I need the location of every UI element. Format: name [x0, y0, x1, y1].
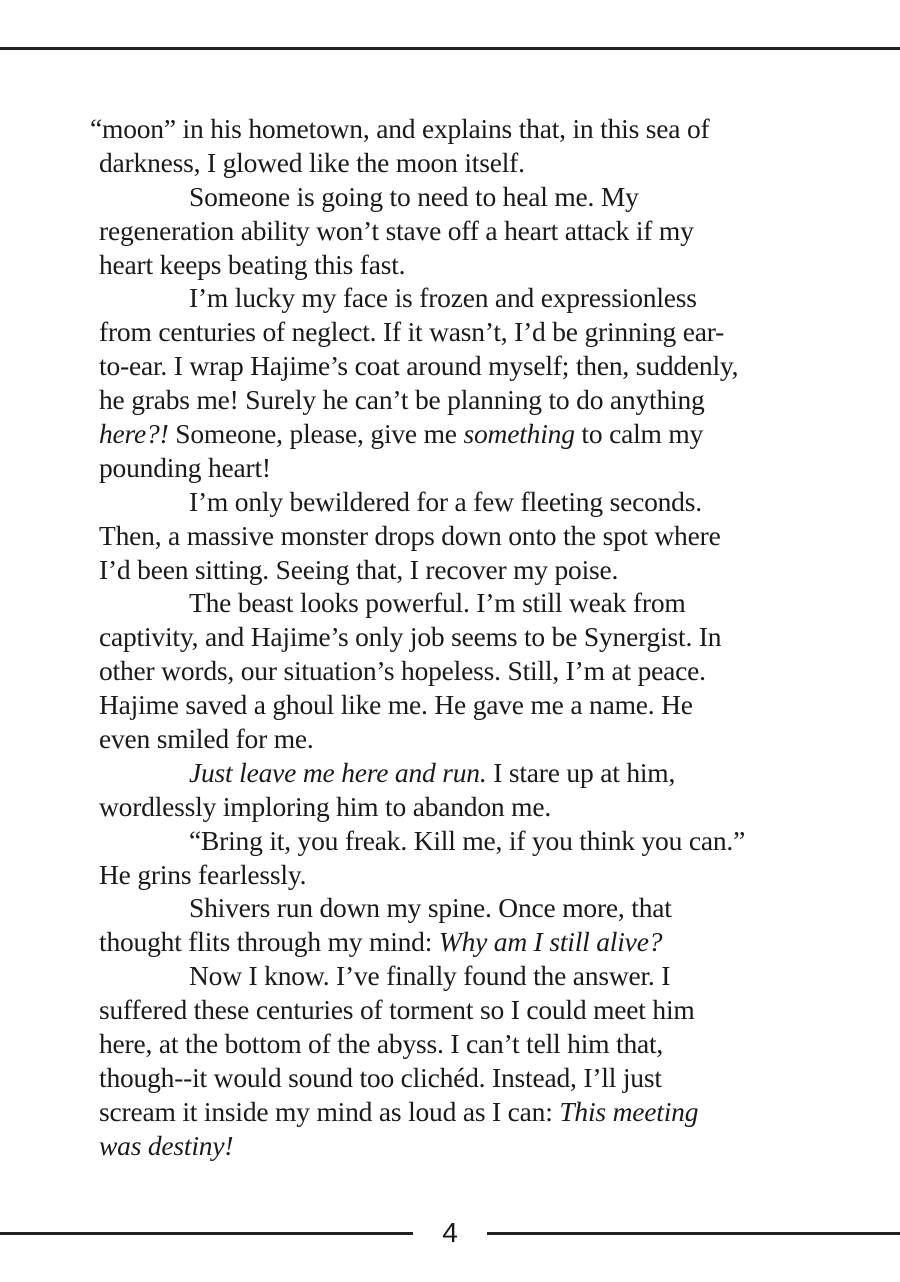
text-line: He grins fearlessly. — [99, 858, 307, 890]
text-line: even smiled for me. — [99, 723, 314, 755]
italic-text: was destiny! — [99, 1129, 234, 1161]
text-run: to calm my — [574, 418, 704, 450]
text-line: from centuries of neglect. If it wasn’t, I’d be grinning ear- — [99, 316, 725, 348]
text-line: pounding heart! — [99, 451, 271, 483]
text-line: Hajime saved a ghoul like me. He gave me a name. He — [99, 689, 693, 721]
paragraph-start-line — [0, 756, 900, 790]
text-line: suffered these centuries of torment so I could meet him — [99, 994, 695, 1026]
italic-text: something — [463, 418, 575, 450]
paragraph-start-line: I’m lucky my face is frozen and expressionless — [189, 282, 697, 314]
text-run: scream it inside my mind as loud as I can: — [99, 1095, 560, 1127]
text-line — [0, 417, 900, 451]
text-line: other words, our situation’s hopeless. Still, I’m at peace. — [99, 655, 706, 687]
italic-text: here?! — [99, 418, 169, 450]
text-run: I stare up at him, — [486, 756, 676, 788]
body-text — [0, 112, 900, 1163]
text-line: wordlessly imploring him to abandon me. — [99, 790, 552, 822]
footer-rule-left — [0, 1232, 413, 1235]
text-run: Someone, please, give me — [168, 418, 464, 450]
text-line: I’d been sitting. Seeing that, I recover my poise. — [99, 553, 619, 585]
italic-text: Just leave me here and run. — [189, 756, 487, 788]
paragraph-start-line: Shivers run down my spine. Once more, that — [189, 892, 672, 924]
text-line: though--it would sound too clichéd. Instead, I’ll just — [99, 1061, 662, 1093]
page-number: 4 — [442, 1217, 458, 1248]
text-line: to-ear. I wrap Hajime’s coat around myself; then, suddenly, — [99, 350, 739, 382]
footer-rule-right — [487, 1232, 900, 1235]
paragraph-start-line: Now I know. I’ve finally found the answer. I — [189, 960, 671, 992]
text-line — [0, 1129, 900, 1163]
text-line — [0, 925, 900, 959]
text-line: he grabs me! Surely he can’t be planning to do anything — [99, 384, 705, 416]
paragraph-start-line: The beast looks powerful. I’m still weak from — [189, 587, 686, 619]
text-line: here, at the bottom of the abyss. I can’t tell him that, — [99, 1028, 664, 1060]
italic-text: This meeting — [559, 1095, 699, 1127]
header-rule — [0, 47, 900, 50]
text-line: Then, a massive monster drops down onto the spot where — [99, 519, 721, 551]
text-line: regeneration ability won’t stave off a heart attack if my — [99, 214, 694, 246]
text-line: “moon” in his hometown, and explains that, in this sea of — [90, 113, 710, 144]
text-run: thought flits through my mind: — [99, 926, 439, 958]
paragraph-start-line: I’m only bewildered for a few fleeting seconds. — [189, 485, 702, 517]
paragraph-start-line: “Bring it, you freak. Kill me, if you think you can.” — [189, 824, 746, 856]
text-line: darkness, I glowed like the moon itself. — [99, 146, 525, 178]
text-line: captivity, and Hajime’s only job seems to be Synergist. In — [99, 621, 722, 653]
italic-text: Why am I still alive? — [438, 926, 663, 958]
paragraph-start-line: Someone is going to need to heal me. My — [189, 180, 639, 212]
text-line: heart keeps beating this fast. — [99, 248, 406, 280]
text-line — [0, 1095, 900, 1129]
